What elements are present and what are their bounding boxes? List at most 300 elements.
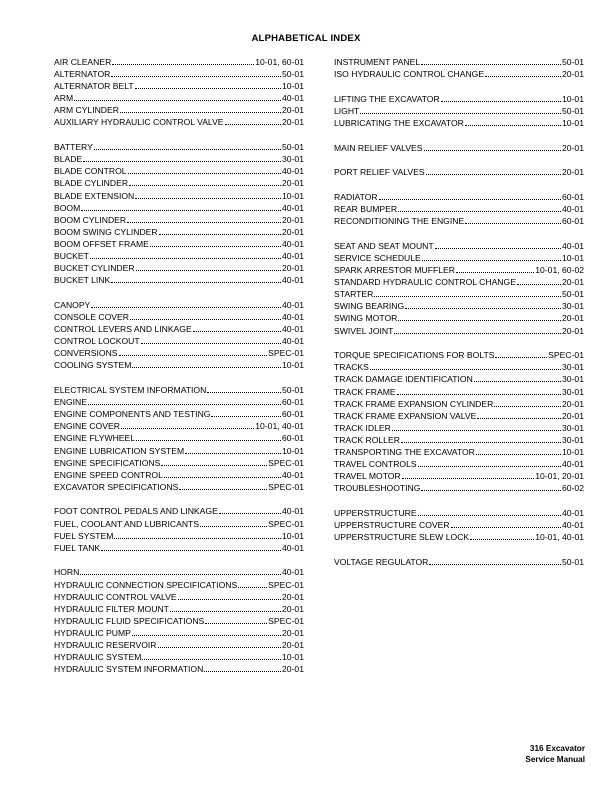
dot-leader — [238, 579, 267, 588]
index-entry-page: 20-01 — [282, 640, 304, 650]
index-letter-group — [54, 141, 304, 286]
index-entry — [334, 434, 584, 446]
index-letter-group — [334, 142, 584, 154]
index-entry-page: 20-01 — [282, 226, 304, 237]
index-column-right — [334, 56, 584, 581]
index-entry — [334, 56, 584, 68]
index-entry-name: TORQUE SPECIFICATIONS FOR BOLTS — [334, 350, 495, 361]
index-letter-group — [54, 56, 304, 129]
index-entry — [54, 432, 304, 444]
index-entry-page: SPEC-01 — [268, 481, 304, 492]
index-entry — [334, 117, 584, 129]
index-entry-name: FUEL, COOLANT AND LUBRICANTS — [54, 518, 200, 529]
index-entry — [54, 335, 304, 347]
index-entry-name: TRACK FRAME EXPANSION CYLINDER — [334, 398, 494, 409]
index-entry-name: TRACK DAMAGE IDENTIFICATION — [334, 374, 473, 385]
index-entry-page: SPEC-01 — [268, 518, 304, 529]
dot-leader — [74, 92, 281, 101]
dot-leader — [429, 556, 561, 565]
index-entry-name: HYDRAULIC PUMP — [54, 627, 131, 638]
index-entry-page: 20-01 — [562, 167, 584, 178]
index-entry — [334, 288, 584, 300]
index-entry-name: ENGINE SPEED CONTROL — [54, 469, 163, 480]
index-entry-page: 50-01 — [562, 105, 584, 116]
dot-leader — [205, 615, 267, 624]
index-entry-name: TRAVEL MOTOR — [334, 471, 401, 482]
index-entry-page: 20-01 — [282, 263, 304, 274]
index-entry-page: 50-01 — [282, 385, 304, 396]
index-entry-name: MAIN RELIEF VALVES — [334, 142, 423, 153]
index-entry — [334, 300, 584, 312]
dot-leader — [94, 141, 281, 150]
index-entry — [54, 530, 304, 542]
index-entry-page: 60-01 — [562, 192, 584, 203]
index-entry — [334, 349, 584, 361]
index-entry — [334, 361, 584, 373]
dot-leader — [158, 639, 282, 648]
index-entry — [334, 93, 584, 105]
index-entry-name: PORT RELIEF VALVES — [334, 167, 425, 178]
dot-leader — [219, 505, 281, 514]
index-entry-name: SWING MOTOR — [334, 313, 398, 324]
dot-leader — [477, 410, 561, 419]
index-entry — [334, 68, 584, 80]
index-entry — [54, 202, 304, 214]
index-entry-name: ALTERNATOR — [54, 69, 111, 80]
index-entry-page: 20-01 — [282, 627, 304, 638]
index-entry — [334, 312, 584, 324]
index-entry-page: 40-01 — [562, 520, 584, 531]
index-entry — [54, 299, 304, 311]
dot-leader — [421, 482, 561, 491]
index-entry-page: 40-01 — [282, 299, 304, 310]
index-entry-page: 10-01, 40-01 — [255, 421, 304, 432]
index-entry-page: 20-01 — [562, 325, 584, 336]
page-footer — [525, 743, 585, 765]
index-entry-name: TROUBLESHOOTING — [334, 483, 421, 494]
dot-leader — [112, 56, 254, 65]
index-entry — [54, 651, 304, 663]
dot-leader — [374, 288, 561, 297]
index-entry — [334, 215, 584, 227]
index-entry-page: 40-01 — [562, 507, 584, 518]
index-entry-name: HYDRAULIC SYSTEM INFORMATION — [54, 664, 204, 675]
index-entry — [334, 422, 584, 434]
index-entry — [54, 384, 304, 396]
dot-leader — [225, 116, 281, 125]
index-entry — [334, 458, 584, 470]
index-entry — [54, 177, 304, 189]
dot-leader — [129, 177, 281, 186]
index-entry — [54, 615, 304, 627]
index-entry — [54, 457, 304, 469]
index-entry-page: 10-01, 60-02 — [535, 265, 584, 276]
index-entry-page: 50-01 — [282, 69, 304, 80]
index-entry — [54, 238, 304, 250]
dot-leader — [193, 323, 281, 332]
index-entry-page: 40-01 — [282, 324, 304, 335]
dot-leader — [164, 469, 281, 478]
index-entry-name: TRACK FRAME — [334, 386, 396, 397]
dot-leader — [161, 457, 267, 466]
index-entry-page: 40-01 — [562, 204, 584, 215]
index-letter-group — [54, 566, 304, 675]
index-entry-page: 10-01 — [282, 445, 304, 456]
dot-leader — [114, 530, 281, 539]
index-entry-name: VOLTAGE REGULATOR — [334, 556, 429, 567]
index-entry — [54, 359, 304, 371]
index-entry — [54, 505, 304, 517]
index-entry-page: 10-01, 20-01 — [535, 471, 584, 482]
dot-leader — [435, 240, 561, 249]
dot-leader — [90, 250, 281, 259]
index-entry — [54, 408, 304, 420]
index-entry-name: UPPERSTRUCTURE — [334, 507, 417, 518]
dot-leader — [88, 396, 281, 405]
dot-leader — [360, 105, 561, 114]
index-entry-name: BLADE CYLINDER — [54, 178, 129, 189]
index-entry-page: SPEC-01 — [548, 350, 584, 361]
index-entry — [54, 396, 304, 408]
index-entry-name: BATTERY — [54, 142, 93, 153]
index-entry-page: 40-01 — [282, 469, 304, 480]
dot-leader — [401, 434, 561, 443]
index-entry-name: TRACK ROLLER — [334, 434, 400, 445]
index-entry-page: 30-01 — [562, 362, 584, 373]
index-entry-page: 10-01, 40-01 — [535, 532, 584, 543]
index-entry — [54, 542, 304, 554]
index-entry-name: ENGINE COMPONENTS AND TESTING — [54, 409, 211, 420]
index-entry-page: 10-01 — [562, 253, 584, 263]
index-entry-name: STARTER — [334, 289, 374, 300]
index-column-left — [54, 56, 304, 688]
index-entry-page: 60-01 — [282, 409, 304, 420]
index-entry-name: RECONDITIONING THE ENGINE — [334, 216, 465, 227]
index-entry-page: 60-01 — [282, 397, 304, 408]
dot-leader — [476, 446, 561, 455]
index-entry — [54, 579, 304, 591]
dot-leader — [120, 104, 281, 113]
index-entry-name: BOOM — [54, 202, 81, 213]
index-entry — [334, 240, 584, 252]
index-letter-group — [334, 93, 584, 129]
index-entry-page: 40-01 — [282, 542, 304, 553]
index-letter-group — [334, 240, 584, 337]
index-entry-page: 20-01 — [562, 142, 584, 153]
index-entry-name: SPARK ARRESTOR MUFFLER — [334, 265, 455, 276]
index-entry-name: BLADE — [54, 154, 83, 165]
dot-leader — [136, 432, 281, 441]
dot-leader — [119, 347, 268, 356]
index-entry — [54, 190, 304, 202]
dot-leader — [422, 252, 561, 261]
index-entry-name: ENGINE LUBRICATION SYSTEM — [54, 445, 185, 456]
index-entry-name: HYDRAULIC FLUID SPECIFICATIONS — [54, 615, 205, 626]
index-entry — [334, 142, 584, 154]
index-entry-name: UPPERSTRUCTURE COVER — [334, 520, 450, 531]
index-entry — [54, 347, 304, 359]
dot-leader — [200, 518, 267, 527]
index-entry-page: 40-01 — [282, 93, 304, 104]
dot-leader — [485, 68, 561, 77]
index-entry — [54, 68, 304, 80]
index-entry-name: CONTROL LEVERS AND LINKAGE — [54, 324, 192, 335]
index-entry-name: BUCKET — [54, 251, 89, 261]
index-entry — [334, 373, 584, 385]
dot-leader — [451, 519, 561, 528]
dot-leader — [398, 203, 561, 212]
index-entry — [54, 80, 304, 92]
index-letter-group — [334, 191, 584, 227]
dot-leader — [418, 507, 561, 516]
index-entry — [54, 165, 304, 177]
index-entry — [334, 166, 584, 178]
index-entry-name: ARM — [54, 93, 74, 104]
index-entry-name: AIR CLEANER — [54, 57, 112, 67]
index-entry-page: 20-01 — [282, 664, 304, 675]
dot-leader — [495, 349, 547, 358]
index-entry — [334, 325, 584, 337]
dot-leader — [405, 300, 561, 309]
index-entry-page: 20-01 — [562, 410, 584, 421]
dot-leader — [418, 458, 561, 467]
index-entry-name: CONTROL LOCKOUT — [54, 336, 140, 347]
index-entry — [54, 116, 304, 128]
dot-leader — [135, 190, 281, 199]
index-entry-page: 20-01 — [562, 313, 584, 324]
index-entry-page: SPEC-01 — [268, 579, 304, 590]
dot-leader — [402, 470, 535, 479]
index-entry — [334, 556, 584, 568]
index-entry-page: 40-01 — [282, 238, 304, 249]
dot-leader — [465, 117, 561, 126]
index-entry — [334, 410, 584, 422]
index-entry — [54, 141, 304, 153]
dot-leader — [83, 153, 281, 162]
index-entry-name: ENGINE — [54, 397, 87, 408]
index-entry-name: COOLING SYSTEM — [54, 360, 132, 371]
index-entry-page: 40-01 — [562, 240, 584, 251]
dot-leader — [426, 166, 561, 175]
dot-leader — [101, 542, 281, 551]
index-entry-name: RADIATOR — [334, 192, 378, 203]
index-entry — [334, 531, 584, 543]
dot-leader — [397, 386, 561, 395]
dot-leader — [178, 591, 281, 600]
index-entry-name: BOOM OFFSET FRAME — [54, 238, 149, 249]
dot-leader — [456, 264, 534, 273]
dot-leader — [421, 56, 561, 65]
index-entry-page: 10-01 — [562, 117, 584, 128]
dot-leader — [111, 274, 281, 283]
index-entry — [334, 519, 584, 531]
index-entry — [54, 603, 304, 615]
index-entry-name: FOOT CONTROL PEDALS AND LINKAGE — [54, 506, 218, 517]
dot-leader — [91, 299, 281, 308]
index-entry-page: 50-01 — [562, 289, 584, 300]
dot-leader — [398, 312, 561, 321]
index-entry-page: 20-01 — [282, 214, 304, 225]
index-entry-name: REAR BUMPER — [334, 204, 398, 215]
index-entry-page: 30-01 — [562, 422, 584, 433]
index-entry-page: 50-01 — [282, 142, 304, 153]
index-entry — [54, 214, 304, 226]
index-entry — [334, 446, 584, 458]
index-entry-name: CONSOLE COVER — [54, 311, 129, 322]
index-entry-page: 20-01 — [282, 178, 304, 189]
dot-leader — [136, 262, 281, 271]
index-entry-name: BUCKET LINK — [54, 275, 111, 286]
dot-leader — [135, 80, 281, 89]
dot-leader — [204, 663, 281, 672]
index-entry-page: SPEC-01 — [268, 348, 304, 359]
index-entry-name: TRANSPORTING THE EXCAVATOR — [334, 447, 475, 457]
index-entry-name: LUBRICATING THE EXCAVATOR — [334, 117, 464, 128]
index-entry-name: EXCAVATOR SPECIFICATIONS — [54, 481, 179, 492]
index-entry-page: SPEC-01 — [268, 615, 304, 626]
dot-leader — [370, 361, 561, 370]
index-entry — [334, 470, 584, 482]
index-entry-page: 30-01 — [562, 434, 584, 445]
index-entry-page: 40-01 — [282, 251, 304, 261]
index-entry-page: 20-01 — [282, 591, 304, 602]
index-entry — [54, 566, 304, 578]
index-letter-group — [334, 556, 584, 568]
index-entry — [54, 445, 304, 457]
dot-leader — [132, 359, 281, 368]
dot-leader — [127, 214, 281, 223]
index-entry-page: 40-01 — [282, 567, 304, 578]
index-entry — [334, 264, 584, 276]
index-entry-page: 10-01 — [562, 447, 584, 457]
index-entry-name: ENGINE SPECIFICATIONS — [54, 457, 161, 468]
index-entry-name: BOOM SWING CYLINDER — [54, 226, 158, 237]
index-entry-name: ELECTRICAL SYSTEM INFORMATION — [54, 385, 207, 396]
index-entry — [54, 323, 304, 335]
index-entry — [54, 104, 304, 116]
index-entry-page: 10-01 — [282, 190, 304, 201]
dot-leader — [465, 215, 561, 224]
dot-leader — [441, 93, 561, 102]
index-entry-page: 60-01 — [282, 433, 304, 444]
index-entry-name: INSTRUMENT PANEL — [334, 57, 421, 67]
index-entry-page: 10-01 — [282, 81, 304, 92]
dot-leader — [170, 603, 281, 612]
index-entry-page: 30-01 — [282, 154, 304, 165]
index-entry-page: 20-01 — [562, 69, 584, 80]
index-entry — [54, 250, 304, 262]
footer-manual-type: Service Manual — [525, 755, 585, 764]
index-entry-page: 30-01 — [562, 374, 584, 385]
index-entry — [54, 420, 304, 432]
dot-leader — [150, 238, 281, 247]
dot-leader — [81, 202, 281, 211]
index-entry-name: TRACK IDLER — [334, 422, 391, 433]
dot-leader — [185, 445, 281, 454]
dot-leader — [132, 627, 281, 636]
dot-leader — [379, 191, 561, 200]
index-entry-page: 20-01 — [282, 117, 304, 128]
index-entry-page: 40-01 — [282, 166, 304, 177]
index-entry — [334, 105, 584, 117]
index-entry-page: 40-01 — [282, 336, 304, 347]
index-letter-group — [334, 166, 584, 178]
index-entry — [54, 663, 304, 675]
index-entry-page: 10-01 — [282, 360, 304, 371]
footer-manual-model: 316 Excavator — [529, 744, 585, 753]
index-letter-group — [54, 505, 304, 553]
index-entry-name: HYDRAULIC RESERVOIR — [54, 640, 157, 650]
dot-leader — [424, 142, 562, 151]
index-entry-name: BLADE EXTENSION — [54, 190, 135, 201]
index-entry — [54, 639, 304, 651]
index-entry-name: ISO HYDRAULIC CONTROL CHANGE — [334, 69, 485, 80]
index-entry-name: AUXILIARY HYDRAULIC CONTROL VALVE — [54, 117, 224, 128]
index-entry-page: 20-01 — [282, 105, 304, 116]
index-entry — [54, 591, 304, 603]
index-entry-name: HORN — [54, 567, 80, 578]
dot-leader — [130, 311, 281, 320]
index-entry — [334, 191, 584, 203]
index-entry-page: 60-01 — [562, 216, 584, 227]
index-entry — [54, 226, 304, 238]
index-entry-page: 20-01 — [562, 398, 584, 409]
index-entry-page: 30-01 — [562, 386, 584, 397]
index-entry-name: ENGINE FLYWHEEL — [54, 433, 136, 444]
index-entry-name: SEAT AND SEAT MOUNT — [334, 240, 434, 251]
index-entry-name: HYDRAULIC SYSTEM — [54, 652, 142, 663]
dot-leader — [211, 408, 281, 417]
dot-leader — [394, 325, 561, 334]
index-entry-name: ALTERNATOR BELT — [54, 81, 134, 92]
index-entry — [334, 398, 584, 410]
dot-leader — [111, 68, 281, 77]
index-entry — [334, 482, 584, 494]
dot-leader — [80, 566, 281, 575]
index-entry-page: 60-02 — [562, 483, 584, 494]
index-entry — [334, 203, 584, 215]
dot-leader — [474, 373, 561, 382]
index-entry-page: 10-01 — [562, 93, 584, 104]
index-entry — [54, 153, 304, 165]
index-entry-name: BLADE CONTROL — [54, 166, 127, 177]
dot-leader — [517, 276, 561, 285]
dot-leader — [121, 420, 254, 429]
index-entry-name: BUCKET CYLINDER — [54, 263, 135, 274]
page-title: ALPHABETICAL INDEX — [251, 33, 361, 44]
index-entry — [54, 262, 304, 274]
index-entry-name: CONVERSIONS — [54, 348, 118, 359]
index-entry-page: 40-01 — [562, 459, 584, 470]
index-entry — [54, 469, 304, 481]
index-entry-name: FUEL TANK — [54, 542, 101, 553]
index-entry-name: TRACK FRAME EXPANSION VALVE — [334, 410, 477, 421]
dot-leader — [392, 422, 561, 431]
index-entry-name: FUEL SYSTEM — [54, 530, 114, 541]
index-entry-page: 10-01 — [282, 652, 304, 663]
index-entry-page: 10-01 — [282, 530, 304, 541]
dot-leader — [207, 384, 281, 393]
index-entry-name: HYDRAULIC CONNECTION SPECIFICATIONS — [54, 579, 238, 590]
index-entry-page: 40-01 — [282, 275, 304, 286]
index-entry-name: ARM CYLINDER — [54, 105, 119, 116]
index-entry-name: STANDARD HYDRAULIC CONTROL CHANGE — [334, 277, 516, 288]
index-entry-name: TRACKS — [334, 362, 369, 373]
index-entry — [334, 386, 584, 398]
index-entry — [334, 276, 584, 288]
dot-leader — [470, 531, 534, 540]
dot-leader — [128, 165, 281, 174]
